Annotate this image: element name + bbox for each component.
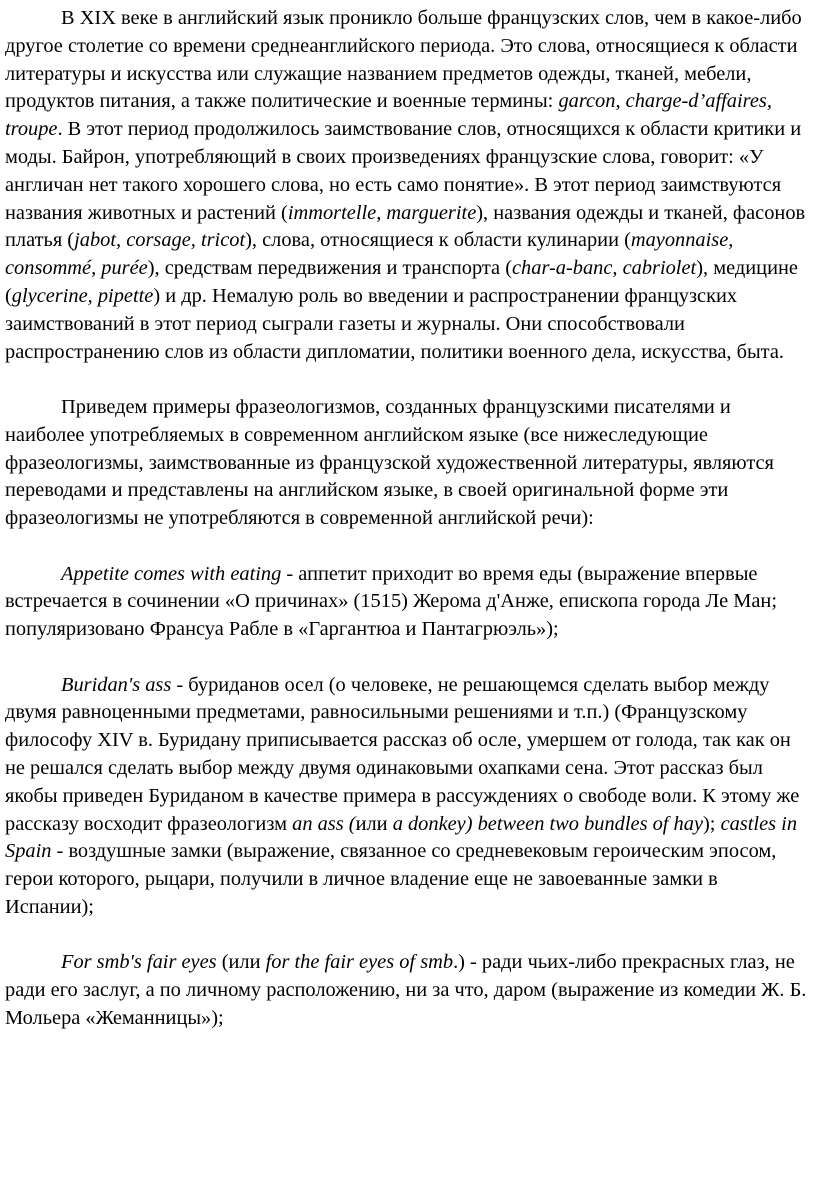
italic-term: a donkey) between two bundles of hay	[392, 812, 703, 835]
text-run: .) - ради чьих-либо прекрасных глаз, не ради его заслуг, а по личному расположению, ни за что, даром (выражение из комедии Ж. Б. Мольера «Жеманницы»);	[5, 951, 807, 1029]
paragraph-french-borrowings-19th-century	[5, 5, 811, 366]
italic-term: char-a-banc, cabriolet	[512, 257, 697, 280]
italic-term: jabot, corsage, tricot	[74, 229, 246, 252]
italic-term: immortelle, marguerite	[287, 201, 477, 224]
text-run: ), слова, относящиеся к области кулинарии (	[245, 229, 631, 252]
text-run: ), медицине (	[5, 257, 798, 307]
italic-term: Buridan's ass	[61, 673, 172, 696]
text-run: В XIX веке в английский язык проникло больше французских слов, чем в какое-либо другое столетие со времени среднеанглийского периода. Это слова, относящиеся к области литературы и искусства или служащие названием предметов одежды, тканей, мебели, продуктов питания, а также политические и военные термины:	[5, 7, 802, 113]
italic-term: garcon, charge-d’affaires, troupe	[5, 90, 772, 141]
text-run: - воздушные замки (выражение, связанное со средневековым героическим эпосом, герои которого, рыцари, получили в личное владение еще не завоеванные замки в Испании);	[5, 840, 777, 918]
paragraph-appetite-comes-with-eating	[5, 561, 811, 644]
text-run: (или	[216, 951, 266, 974]
text-run: ), названия одежды и тканей, фасонов платья (	[5, 201, 806, 252]
italic-term: castles in Spain	[5, 812, 798, 863]
italic-term: mayonnaise, consommé, purée	[5, 229, 734, 280]
text-run: ) и др. Немалую роль во введении и распространении французских заимствований в этот период сыграли газеты и журналы. Они способствовали распространению слов из области дипломатии, политики военного дела, искусства, быта.	[5, 284, 784, 363]
italic-term: Appetite comes with eating	[61, 562, 282, 585]
italic-term: for the fair eyes of smb	[265, 951, 454, 974]
text-run: - аппетит приходит во время еды (выражение впервые встречается в сочинении «О причинах» (1515) Жерома д'Анже, епископа города Ле Ман; популяризовано Франсуа Рабле в «Гаргантюа и Пантагрюэль»);	[5, 562, 777, 641]
text-run: ), средствам передвижения и транспорта (	[147, 257, 512, 280]
paragraph-phraseology-intro	[5, 394, 811, 533]
text-run: - буриданов осел (о человеке, не решающемся сделать выбор между двумя равноценными предметами, равносильными решениями и т.п.) (Французскому философу XIV в. Буридану приписывается рассказ об осле, умершем от голода, так как он не решался сделать выбор между двумя одинаковыми охапками сена. Этот рассказ был якобы приведен Буриданом в качестве примера в рассуждениях о свободе воли. К этому же рассказу восходит фразеологизм	[5, 673, 800, 835]
italic-term: an ass (	[292, 812, 356, 835]
text-run: или	[355, 812, 393, 835]
text-run: . В этот период продолжилось заимствование слов, относящихся к области критики и моды. Байрон, употребляющий в своих произведениях французские слова, говорит: «У англичан нет такого хорошего слова, но есть само понятие». В этот период заимствуются названия животных и растений (	[5, 118, 802, 224]
text-run: );	[703, 812, 721, 835]
paragraph-buridans-ass	[5, 672, 811, 922]
text-run: Приведем примеры фразеологизмов, созданных французскими писателями и наиболее употребляемых в современном английском языке (все нижеследующие фразеологизмы, заимствованные из французской художественной литературы, являются переводами и представлены на английском языке, в своей оригинальной форме эти фразеологизмы не употребляются в современной английской речи):	[5, 395, 774, 530]
italic-term: glycerine, pipette	[11, 284, 154, 307]
italic-term: For smb's fair eyes	[61, 951, 217, 974]
paragraph-for-smbs-fair-eyes	[5, 949, 811, 1032]
